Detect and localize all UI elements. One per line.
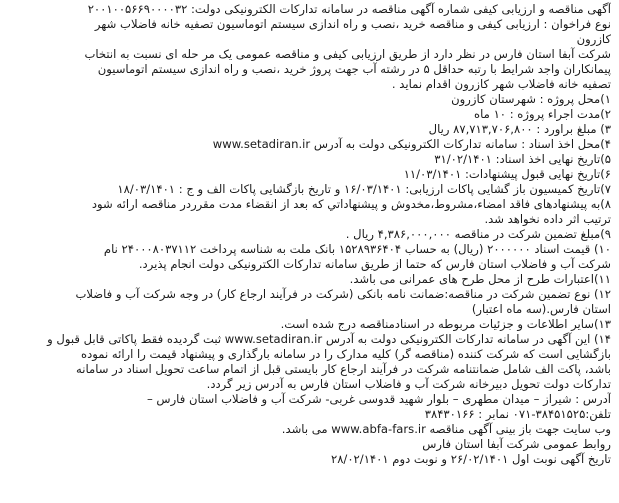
item-guarantee-type-cont: استان فارس.(سه ماه اعتبار) (471, 302, 611, 316)
item-project-duration: ۲)مدت اجراء پروژه : ۱۰ ماه (474, 107, 611, 121)
intro-paragraph-line-2: پیمانکاران واجد شرایط با رتبه حداقل ۵ در رشته آب جهت پروژ خرید ،نصب و راه اندازی سیستم اتوماسیون (97, 62, 611, 76)
item-funding-source: ۱۱)اعتبارات طرح از محل طرح های عمرانی می باشد. (349, 272, 611, 286)
item-submission-rules-1: ۱۴) این آگهی در سامانه تدارکات الکترونیکی دولت به آدرس www.setadiran.ir ثبت گردیده فقط پاکاتی قابل قبول و (47, 332, 611, 346)
notice-title: آگهی مناقصه و ارزیابی کیفی شماره آگهی مناقصه در سامانه تدارکات الکترونیکی دولت: ۲۰۰۱۰۰۵۶۶۹۰۰۰۰۳۲ (87, 2, 611, 16)
intro-paragraph-line-3: تصفیه خانه فاضلاب شهر کازرون اقدام نماید . (391, 77, 611, 91)
item-estimated-amount: ۳) مبلغ براورد : ۸۷,۷۱۳,۷۰۶,۸۰۰ ریال (428, 122, 611, 136)
item-document-deadline: ۵)تاریخ نهایی اخذ اسناد: ۳۱/۰۲/۱۴۰۱ (434, 152, 611, 166)
item-document-source: ۴)محل اخذ اسناد : سامانه تدارکات الکترونیکی دولت به آدرس www.setadiran.ir (212, 137, 611, 151)
item-submission-rules-2: بازگشایی است که شرکت کننده (مناقصه گر) کلیه مدارک را در سامانه بارگذاری و پیشنهاد قیمت را ارائه نموده (81, 347, 611, 361)
item-invalid-bids-cont: ترتیب اثر داده نخواهد شد. (484, 212, 611, 226)
item-other-info: ۱۳)سایر اطلاعات و جزئیات مربوطه در اسنادمناقصه درج شده است. (280, 317, 611, 331)
item-guarantee-amount: ۹)مبلغ تضمین شرکت در مناقصه ۴,۳۸۶,۰۰۰,۰۰۰ ریال . (345, 227, 611, 241)
contact-phone-fax: تلفن:۳۸۴۵۱۵۲۵-۰۷۱ نمابر : ۳۸۴۳۰۱۶۶ (424, 407, 611, 421)
publication-dates: تاریخ آگهی نوبت اول ۲۶/۰۲/۱۴۰۱ و نوبت دوم ۲۸/۰۲/۱۴۰۱ (330, 452, 611, 466)
item-guarantee-type: ۱۲) نوع تضمین شرکت در مناقصه:ضمانت نامه بانکی (شرکت در فرآیند ارجاع کار) در وجه شرکت آب و فاضلاب (75, 287, 611, 301)
call-type-line-cont: کازرون (576, 32, 611, 46)
item-bid-deadline: ۶)تاریخ نهایی قبول پیشنهادات: ۱۱/۰۳/۱۴۰۱ (403, 167, 611, 181)
contact-address: آدرس : شیراز – میدان مطهری – بلوار شهید قدوسی غربی- شرکت آب و فاضلاب استان فارس – (146, 392, 611, 406)
item-project-location: ۱)محل پروژه : شهرستان کازرون (451, 92, 611, 106)
item-opening-dates: ۷)تاریخ کمیسیون باز گشایی پاکات ارزیابی: ۱۶/۰۳/۱۴۰۱ و تاریخ بازگشایی پاکات الف و ج : ۱۸/۰۳/۱۴۰۱ (117, 182, 611, 196)
contact-website: وب سایت جهت باز بینی آگهی مناقصه www.abfa-fars.ir می باشد. (281, 422, 611, 436)
call-type-line: نوع فراخوان : ارزیابی کیفی و مناقصه خرید ،نصب و راه اندازی سیستم اتوماسیون تصفیه خانه فاضلاب شهر (94, 17, 611, 31)
item-submission-rules-4: تدارکات دولت تحویل دبیرخانه شرکت آب و فاضلاب استان فارس به آدرس زیر گردد. (206, 377, 611, 391)
item-invalid-bids: ۸)به پیشنهادهای فاقد امضاء،مشروط،مخدوش و پیشنهاداتي كه بعد از انقضاء مدت مقرردر مناقصه ارائه شود (91, 197, 611, 211)
item-submission-rules-3: باشد، پاکت الف شامل ضمانتنامه شرکت در فرآیند ارجاع کار بایستی قبل از اتمام ساعت تحویل اسناد در سامانه (76, 362, 611, 376)
issuer-public-relations: روابط عمومی شرکت آبفا استان فارس (422, 437, 611, 451)
item-document-price: ۱۰) قیمت اسناد ۲۰۰۰۰۰۰ (ریال) به حساب ۱۵۲۸۹۳۶۴۰۴ بانک ملت به شناسه پرداخت ۲۴۰۰۰۸۰۳۷۱۱۲ نام (103, 242, 611, 256)
intro-paragraph-line-1: شرکت آبفا استان فارس در نظر دارد از طریق ارزیابی کیفی و مناقصه عمومی یک مر حله ای نسبت به انتخاب (84, 47, 611, 61)
item-document-price-cont: شرکت آب و فاضلاب استان فارس که حتما از طریق سامانه تدارکات الکترونیکی دولت انجام پذیرد. (138, 257, 611, 271)
